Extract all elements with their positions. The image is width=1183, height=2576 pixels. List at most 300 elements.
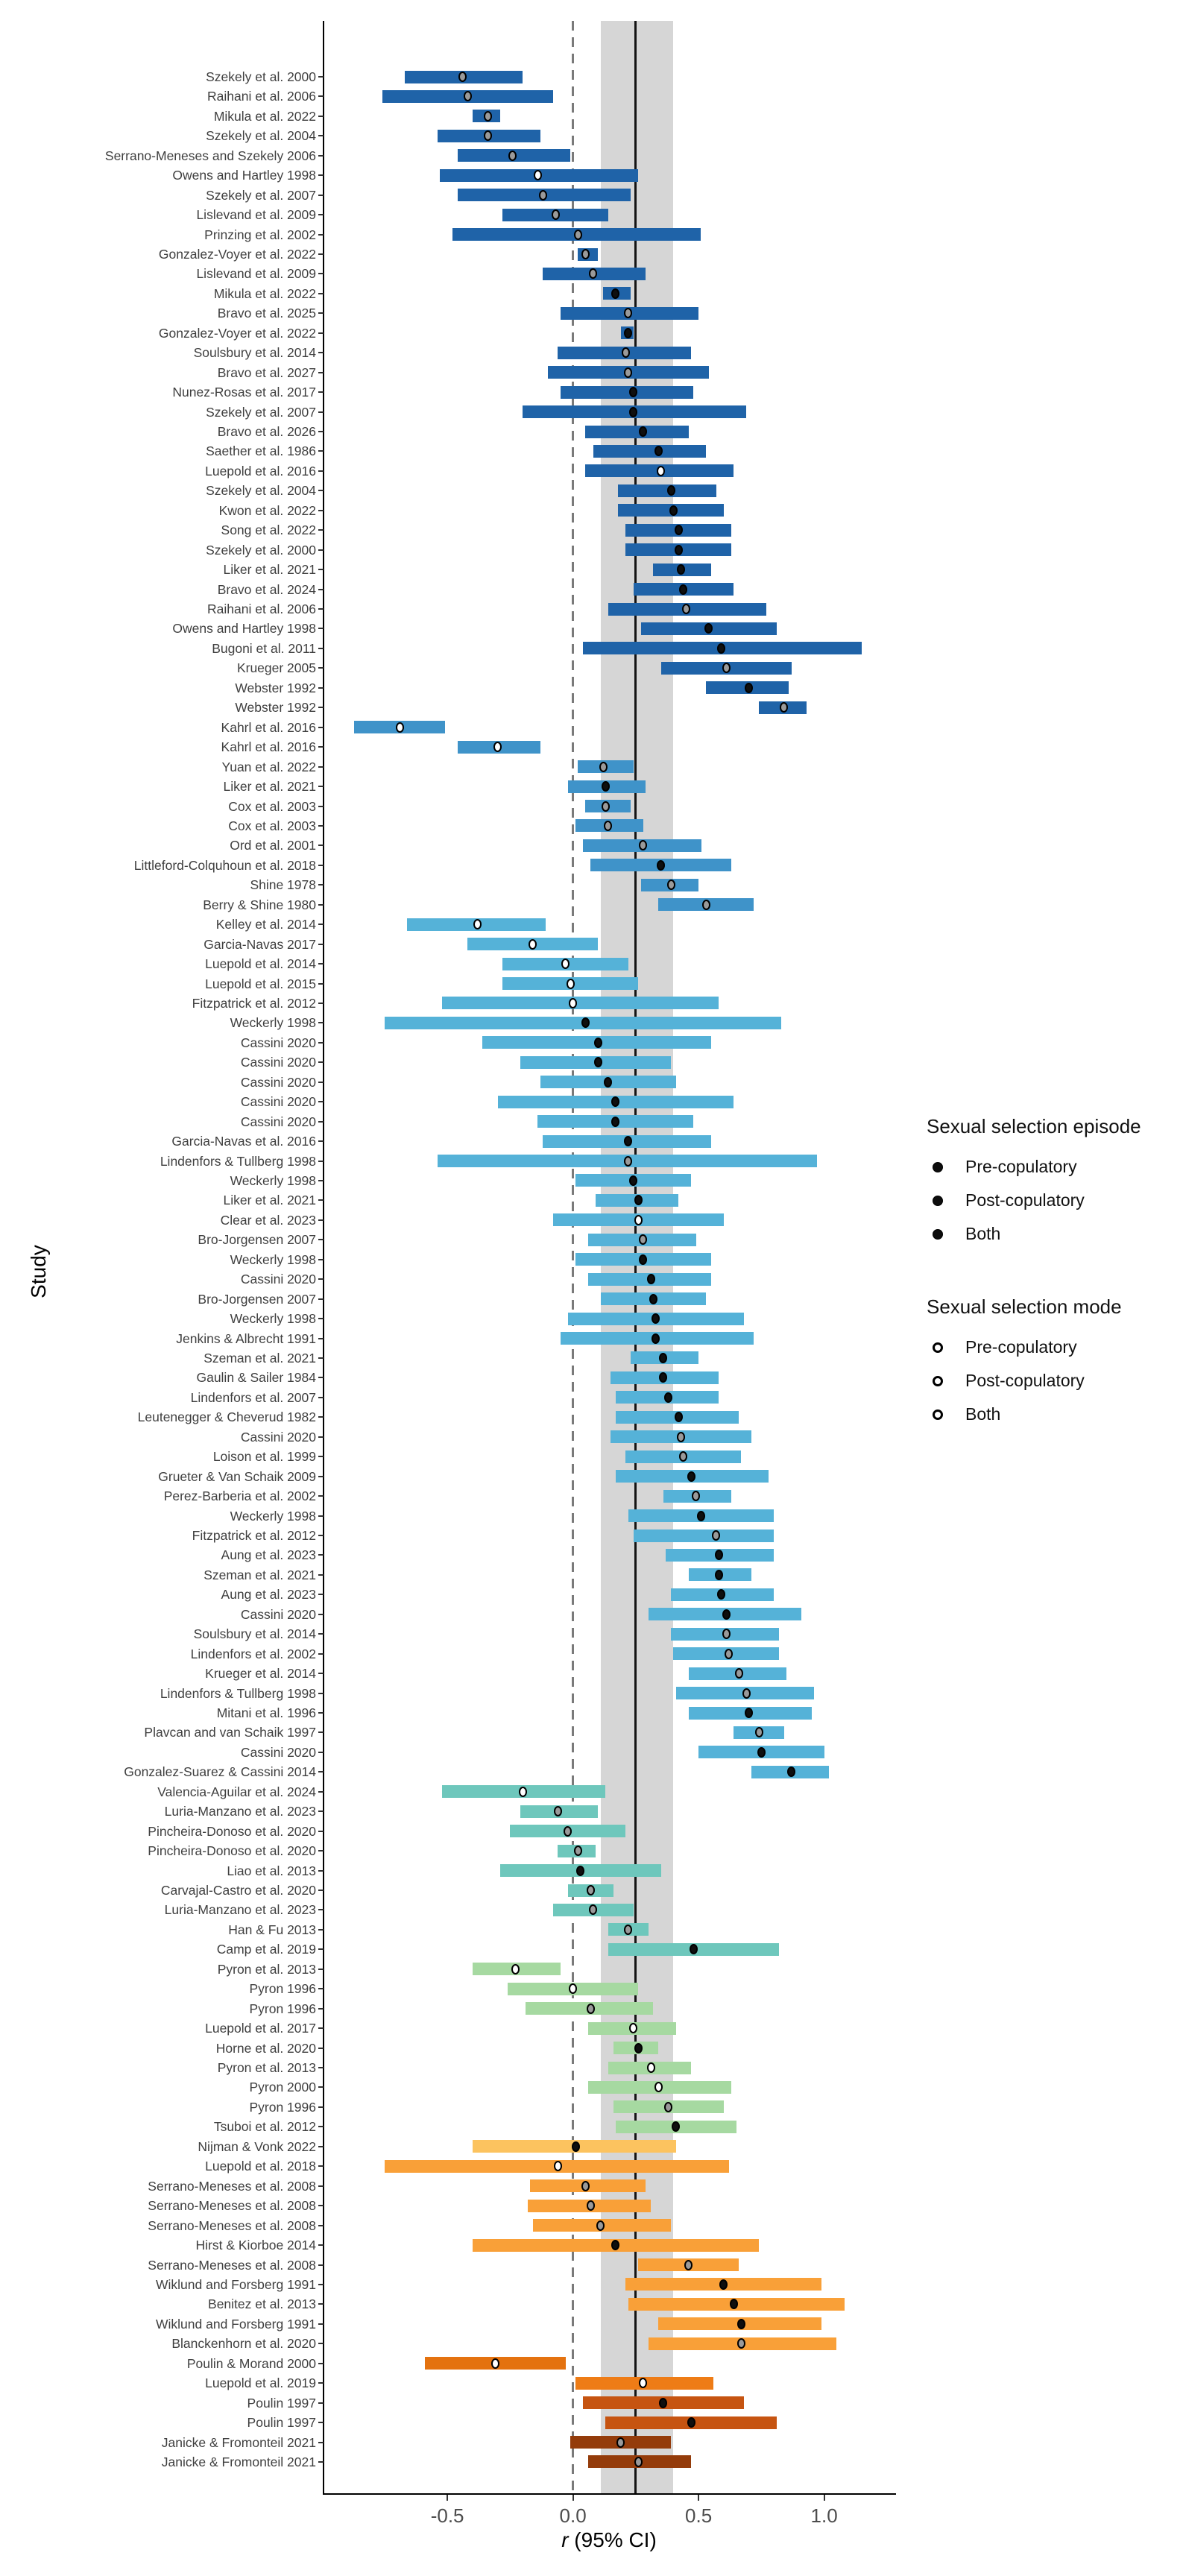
x-tick-label: 0.0	[559, 2504, 587, 2527]
study-label: Pyron et al. 2013	[217, 2060, 316, 2076]
study-label: Aung et al. 2023	[221, 1547, 316, 1563]
effect-point	[574, 1846, 582, 1856]
legend-item-label: Pre-copulatory	[965, 1337, 1077, 1357]
filled-point-icon	[933, 1229, 943, 1240]
y-tick	[318, 2382, 324, 2384]
y-tick	[318, 2461, 324, 2463]
study-label: Bravo et al. 2024	[217, 581, 316, 597]
y-tick	[318, 1180, 324, 1181]
study-label: Weckerly 1998	[230, 1311, 316, 1327]
y-tick	[318, 1061, 324, 1063]
effect-point	[464, 91, 472, 101]
y-tick	[318, 1594, 324, 1595]
study-label: Blanckenhorn et al. 2020	[171, 2336, 316, 2352]
effect-point	[529, 939, 537, 950]
effect-point	[587, 2004, 595, 2014]
y-tick	[318, 1850, 324, 1852]
y-tick	[318, 195, 324, 196]
y-tick	[318, 648, 324, 649]
effect-point	[634, 2043, 643, 2053]
open-point-icon	[933, 1342, 943, 1353]
effect-point	[669, 505, 678, 516]
effect-point	[715, 1550, 723, 1560]
study-label: Szeman et al. 2021	[204, 1350, 316, 1366]
y-tick	[318, 2067, 324, 2068]
effect-point	[539, 190, 547, 201]
y-tick	[318, 76, 324, 78]
legend-episode-title: Sexual selection episode	[927, 1115, 1141, 1137]
study-label: Szekely et al. 2004	[206, 128, 316, 144]
study-label: Saether et al. 1986	[206, 443, 316, 459]
y-tick	[318, 628, 324, 629]
legend-mode-title: Sexual selection mode	[927, 1295, 1122, 1318]
study-label: Valencia-Aguilar et al. 2024	[157, 1784, 316, 1799]
y-tick	[318, 1890, 324, 1891]
y-tick	[318, 1042, 324, 1044]
study-label: Cox et al. 2003	[228, 798, 316, 814]
filled-point-icon	[933, 1196, 943, 1206]
y-tick	[318, 569, 324, 570]
y-tick	[318, 2027, 324, 2029]
legend-item-episode-post	[927, 1184, 1183, 1217]
y-tick	[318, 2442, 324, 2443]
y-tick	[318, 1653, 324, 1655]
y-tick	[318, 1870, 324, 1872]
y-tick	[318, 312, 324, 314]
study-label: Szeman et al. 2021	[204, 1567, 316, 1582]
effect-point	[742, 1688, 751, 1699]
effect-point	[757, 1747, 766, 1758]
study-label: Serrano-Meneses et al. 2008	[148, 2198, 316, 2214]
effect-point	[722, 1629, 731, 1639]
y-tick	[318, 95, 324, 97]
study-label: Serrano-Meneses et al. 2008	[148, 2217, 316, 2233]
effect-point	[667, 880, 675, 890]
study-label: Bravo et al. 2025	[217, 306, 316, 321]
study-label: Luepold et al. 2018	[205, 2159, 316, 2174]
study-label: Liker et al. 2021	[223, 562, 316, 578]
y-tick	[318, 431, 324, 432]
y-tick	[318, 884, 324, 886]
study-label: Gaulin & Sailer 1984	[196, 1370, 316, 1386]
effect-point	[755, 1727, 763, 1737]
y-tick	[318, 510, 324, 511]
y-tick	[318, 1259, 324, 1260]
legend-item-episode-pre	[927, 1150, 1183, 1184]
y-tick	[318, 1456, 324, 1457]
study-label: Horne et al. 2020	[215, 2040, 316, 2056]
effect-point	[702, 900, 710, 910]
y-tick	[318, 944, 324, 945]
y-tick	[318, 2185, 324, 2187]
study-label: Soulsbury et al. 2014	[193, 345, 316, 361]
y-tick	[318, 2008, 324, 2010]
study-label: Soulsbury et al. 2014	[193, 1626, 316, 1642]
y-tick	[318, 253, 324, 255]
y-tick	[318, 1121, 324, 1123]
y-tick	[318, 2165, 324, 2167]
effect-point	[569, 998, 577, 1008]
legend-item-mode-pre	[927, 1330, 1183, 1364]
legend-item-label: Both	[965, 1224, 1001, 1243]
effect-point	[552, 209, 560, 220]
y-tick	[318, 1495, 324, 1497]
study-label: Luepold et al. 2015	[205, 976, 316, 991]
x-tick	[447, 2495, 448, 2501]
study-label: Bravo et al. 2027	[217, 364, 316, 380]
open-point-icon	[933, 1376, 943, 1386]
legend-item-label: Both	[965, 1404, 1001, 1424]
study-label: Garcia-Navas et al. 2016	[171, 1134, 316, 1149]
effect-point	[484, 130, 492, 141]
study-label: Pyron 1996	[249, 2001, 316, 2016]
ci-bar	[585, 426, 688, 438]
y-tick	[318, 116, 324, 117]
effect-point	[745, 683, 753, 693]
study-label: Gonzalez-Voyer et al. 2022	[158, 247, 316, 262]
y-tick	[318, 1969, 324, 1970]
study-label: Pyron et al. 2013	[217, 1961, 316, 1977]
y-tick	[318, 1436, 324, 1438]
study-label: Luepold et al. 2017	[205, 2021, 316, 2036]
study-label: Fitzpatrick et al. 2012	[192, 1528, 316, 1543]
y-tick	[318, 746, 324, 748]
effect-point	[682, 604, 690, 614]
y-tick	[318, 707, 324, 708]
y-tick	[318, 589, 324, 590]
study-label: Weckerly 1998	[230, 1172, 316, 1188]
study-label: Luepold et al. 2016	[205, 463, 316, 479]
effect-point	[675, 1412, 683, 1422]
study-label: Owens and Hartley 1998	[172, 168, 316, 183]
y-tick	[318, 174, 324, 176]
study-label: Nijman & Vonk 2022	[198, 2138, 316, 2154]
study-label: Kwon et al. 2022	[218, 502, 316, 518]
y-tick	[318, 1831, 324, 1832]
effect-point	[667, 485, 675, 496]
study-label: Kahrl et al. 2016	[221, 719, 316, 735]
study-label: Liker et al. 2021	[223, 779, 316, 795]
y-tick	[318, 2284, 324, 2285]
effect-point	[647, 1274, 655, 1284]
legend-item-label: Pre-copulatory	[965, 1157, 1077, 1176]
y-tick	[318, 608, 324, 610]
study-label: Serrano-Meneses et al. 2008	[148, 2257, 316, 2273]
study-label: Weckerly 1998	[230, 1251, 316, 1267]
y-tick	[318, 1298, 324, 1300]
study-label: Webster 1992	[235, 680, 316, 695]
effect-point	[629, 1175, 637, 1186]
x-tick	[572, 2495, 574, 2501]
x-tick-label: -0.5	[430, 2504, 464, 2527]
study-label: Bugoni et al. 2011	[212, 640, 316, 656]
study-label: Luepold et al. 2019	[205, 2375, 316, 2391]
y-tick	[318, 273, 324, 274]
study-label: Clear et al. 2023	[220, 1212, 316, 1228]
study-label: Perez-Barberia et al. 2002	[163, 1489, 316, 1504]
x-tick	[698, 2495, 699, 2501]
effect-point	[647, 2062, 655, 2073]
y-tick	[318, 1693, 324, 1694]
plot-panel	[324, 21, 895, 2493]
study-label: Bro-Jorgensen 2007	[198, 1232, 316, 1248]
y-tick	[318, 234, 324, 236]
y-tick	[318, 1929, 324, 1931]
effect-point	[622, 347, 630, 358]
study-label: Szekely et al. 2007	[206, 404, 316, 420]
y-tick	[318, 1712, 324, 1714]
study-label: Mikula et al. 2022	[213, 108, 316, 124]
effect-point	[587, 1885, 595, 1895]
study-label: Berry & Shine 1980	[203, 897, 316, 912]
y-tick	[318, 1338, 324, 1339]
study-label: Pyron 1996	[249, 1981, 316, 1997]
study-label: Wiklund and Forsberg 1991	[156, 2276, 316, 2292]
study-label: Camp et al. 2019	[216, 1942, 316, 1957]
y-tick	[318, 1988, 324, 1989]
effect-point	[652, 1333, 660, 1344]
study-label: Lindenfors & Tullberg 1998	[160, 1153, 316, 1169]
study-label: Kahrl et al. 2016	[221, 739, 316, 755]
study-label: Luepold et al. 2014	[205, 956, 316, 972]
y-tick	[318, 1140, 324, 1142]
effect-point	[572, 2141, 580, 2152]
filled-point-icon	[933, 1162, 943, 1172]
effect-point	[684, 2260, 693, 2270]
study-label: Weckerly 1998	[230, 1015, 316, 1031]
y-tick	[318, 1022, 324, 1023]
y-tick	[318, 2402, 324, 2404]
study-label: Serrano-Meneses and Szekely 2006	[104, 148, 316, 163]
study-label: Cassini 2020	[240, 1055, 316, 1070]
study-label: Shine 1978	[250, 877, 316, 893]
y-tick	[318, 786, 324, 787]
study-label: Poulin 1997	[247, 2415, 316, 2431]
study-label: Cox et al. 2003	[228, 818, 316, 833]
study-label: Janicke & Fromonteil 2021	[161, 2434, 316, 2450]
study-label: Lislevand et al. 2009	[196, 266, 316, 282]
y-tick	[318, 1318, 324, 1319]
effect-point	[657, 466, 665, 476]
y-tick	[318, 924, 324, 925]
y-tick	[318, 963, 324, 965]
study-label: Carvajal-Castro et al. 2020	[160, 1883, 316, 1898]
effect-point	[594, 1038, 602, 1048]
study-label: Kelley et al. 2014	[215, 917, 316, 932]
legend-mode	[927, 1295, 1183, 1431]
y-tick	[318, 411, 324, 413]
y-tick	[318, 2086, 324, 2088]
y-tick	[318, 1082, 324, 1083]
effect-point	[587, 2200, 595, 2211]
study-label: Lindenfors & Tullberg 1998	[160, 1685, 316, 1701]
y-tick	[318, 865, 324, 866]
y-tick	[318, 766, 324, 768]
study-label: Aung et al. 2023	[221, 1587, 316, 1603]
y-tick	[318, 1101, 324, 1102]
effect-point	[484, 111, 492, 121]
y-tick	[318, 1515, 324, 1517]
study-label: Poulin & Morand 2000	[186, 2355, 316, 2371]
study-label: Poulin 1997	[247, 2395, 316, 2411]
study-label: Pyron 2000	[249, 2080, 316, 2095]
y-tick	[318, 2106, 324, 2108]
y-tick	[318, 1752, 324, 1753]
effect-point	[508, 151, 517, 161]
study-label: Szekely et al. 2004	[206, 483, 316, 499]
study-label: Pincheira-Donoso et al. 2020	[148, 1843, 316, 1859]
study-label: Han & Fu 2013	[228, 1922, 316, 1937]
effect-point	[581, 2181, 590, 2191]
effect-point	[519, 1787, 527, 1797]
y-tick	[318, 2126, 324, 2127]
y-tick	[318, 1161, 324, 1162]
x-tick	[824, 2495, 825, 2501]
y-tick	[318, 1199, 324, 1201]
ci-bar	[561, 386, 694, 399]
y-tick	[318, 2323, 324, 2325]
study-label: Yuan et al. 2022	[221, 759, 316, 774]
study-label: Loison et al. 1999	[212, 1449, 316, 1465]
study-label: Fitzpatrick et al. 2012	[192, 995, 316, 1011]
study-label: Owens and Hartley 1998	[172, 621, 316, 637]
study-label: Pyron 1996	[249, 2099, 316, 2115]
legend-item-mode-post	[927, 1364, 1183, 1398]
y-tick	[318, 2225, 324, 2226]
legend-item-mode-both	[927, 1398, 1183, 1431]
y-tick	[318, 2422, 324, 2423]
study-label: Cassini 2020	[240, 1429, 316, 1445]
effect-point	[596, 2220, 605, 2231]
study-label: Hirst & Kiorboe 2014	[195, 2238, 316, 2253]
y-tick	[318, 687, 324, 689]
x-axis-line	[323, 2493, 896, 2495]
study-label: Cassini 2020	[240, 1094, 316, 1110]
y-tick	[318, 1771, 324, 1772]
y-tick	[318, 1535, 324, 1536]
study-label: Cassini 2020	[240, 1744, 316, 1760]
study-label: Tsuboi et al. 2012	[213, 2119, 316, 2135]
study-label: Gonzalez-Suarez & Cassini 2014	[124, 1764, 316, 1780]
effect-point	[581, 249, 590, 259]
effect-point	[599, 762, 608, 772]
y-tick	[318, 352, 324, 353]
effect-point	[602, 781, 610, 792]
y-tick	[318, 1731, 324, 1733]
y-tick	[318, 135, 324, 136]
effect-point	[697, 1511, 705, 1521]
study-label: Liker et al. 2021	[223, 1193, 316, 1208]
study-label: Grueter & Van Schaik 2009	[158, 1468, 316, 1484]
study-label: Pincheira-Donoso et al. 2020	[148, 1823, 316, 1839]
effect-point	[458, 72, 467, 82]
effect-point	[574, 230, 582, 240]
study-label: Cassini 2020	[240, 1114, 316, 1129]
effect-point	[602, 801, 610, 812]
study-label: Cassini 2020	[240, 1272, 316, 1287]
study-label: Cassini 2020	[240, 1606, 316, 1622]
legend-item-label: Post-copulatory	[965, 1371, 1085, 1390]
y-tick	[318, 983, 324, 985]
y-tick	[318, 1791, 324, 1793]
y-tick	[318, 2244, 324, 2246]
effect-point	[561, 959, 570, 969]
effect-point	[634, 2457, 643, 2467]
ci-bar	[442, 997, 719, 1009]
effect-point	[594, 1057, 602, 1067]
y-tick	[318, 372, 324, 373]
y-tick	[318, 1003, 324, 1004]
effect-point	[737, 2319, 745, 2329]
effect-point	[687, 1471, 695, 1482]
study-label: Weckerly 1998	[230, 1508, 316, 1524]
study-label: Leutenegger & Cheverud 1982	[137, 1409, 316, 1425]
y-tick	[318, 490, 324, 491]
effect-point	[624, 367, 632, 378]
study-label: Plavcan and van Schaik 1997	[144, 1725, 316, 1740]
y-tick	[318, 470, 324, 472]
y-tick	[318, 1909, 324, 1910]
y-tick	[318, 904, 324, 906]
y-tick	[318, 825, 324, 827]
study-label: Cassini 2020	[240, 1035, 316, 1050]
y-tick	[318, 1614, 324, 1615]
y-tick	[318, 845, 324, 846]
study-label: Mikula et al. 2022	[213, 285, 316, 301]
y-tick	[318, 293, 324, 294]
study-label: Gonzalez-Voyer et al. 2022	[158, 325, 316, 341]
y-tick	[318, 1357, 324, 1359]
x-axis-title	[460, 2528, 758, 2552]
effect-point	[715, 1570, 723, 1580]
y-tick	[318, 391, 324, 393]
legend-episode	[927, 1115, 1183, 1251]
effect-point	[677, 1432, 685, 1442]
x-axis-title-variable: r	[561, 2528, 569, 2551]
effect-point	[576, 1866, 584, 1876]
effect-point	[687, 2417, 695, 2428]
study-label: Serrano-Meneses et al. 2008	[148, 2178, 316, 2194]
study-label: Nunez-Rosas et al. 2017	[172, 385, 316, 400]
y-tick	[318, 214, 324, 215]
study-label: Szekely et al. 2000	[206, 542, 316, 558]
study-label: Raihani et al. 2006	[207, 602, 316, 617]
effect-point	[657, 860, 665, 871]
y-axis-title: Study	[27, 1245, 50, 1298]
study-label: Webster 1992	[235, 700, 316, 716]
study-label: Mitani et al. 1996	[216, 1705, 316, 1721]
study-label: Wiklund and Forsberg 1991	[156, 2316, 316, 2332]
effect-point	[649, 1294, 657, 1304]
study-label: Littleford-Colquhoun et al. 2018	[133, 857, 316, 873]
x-tick-label: 1.0	[810, 2504, 838, 2527]
study-label: Szekely et al. 2007	[206, 187, 316, 203]
study-label: Jenkins & Albrecht 1991	[176, 1330, 316, 1346]
y-tick	[318, 1219, 324, 1221]
y-tick	[318, 1811, 324, 1812]
y-tick	[318, 2264, 324, 2266]
y-tick	[318, 1397, 324, 1398]
study-label: Krueger 2005	[236, 660, 316, 676]
study-label: Lindenfors et al. 2002	[190, 1646, 316, 1661]
effect-point	[675, 525, 683, 535]
study-label: Janicke & Fromonteil 2021	[161, 2454, 316, 2469]
x-tick-label: 0.5	[685, 2504, 713, 2527]
study-label: Ord et al. 2001	[230, 838, 316, 853]
effect-point	[725, 1649, 733, 1659]
study-label: Krueger et al. 2014	[205, 1666, 316, 1682]
study-label: Raihani et al. 2006	[207, 89, 316, 104]
